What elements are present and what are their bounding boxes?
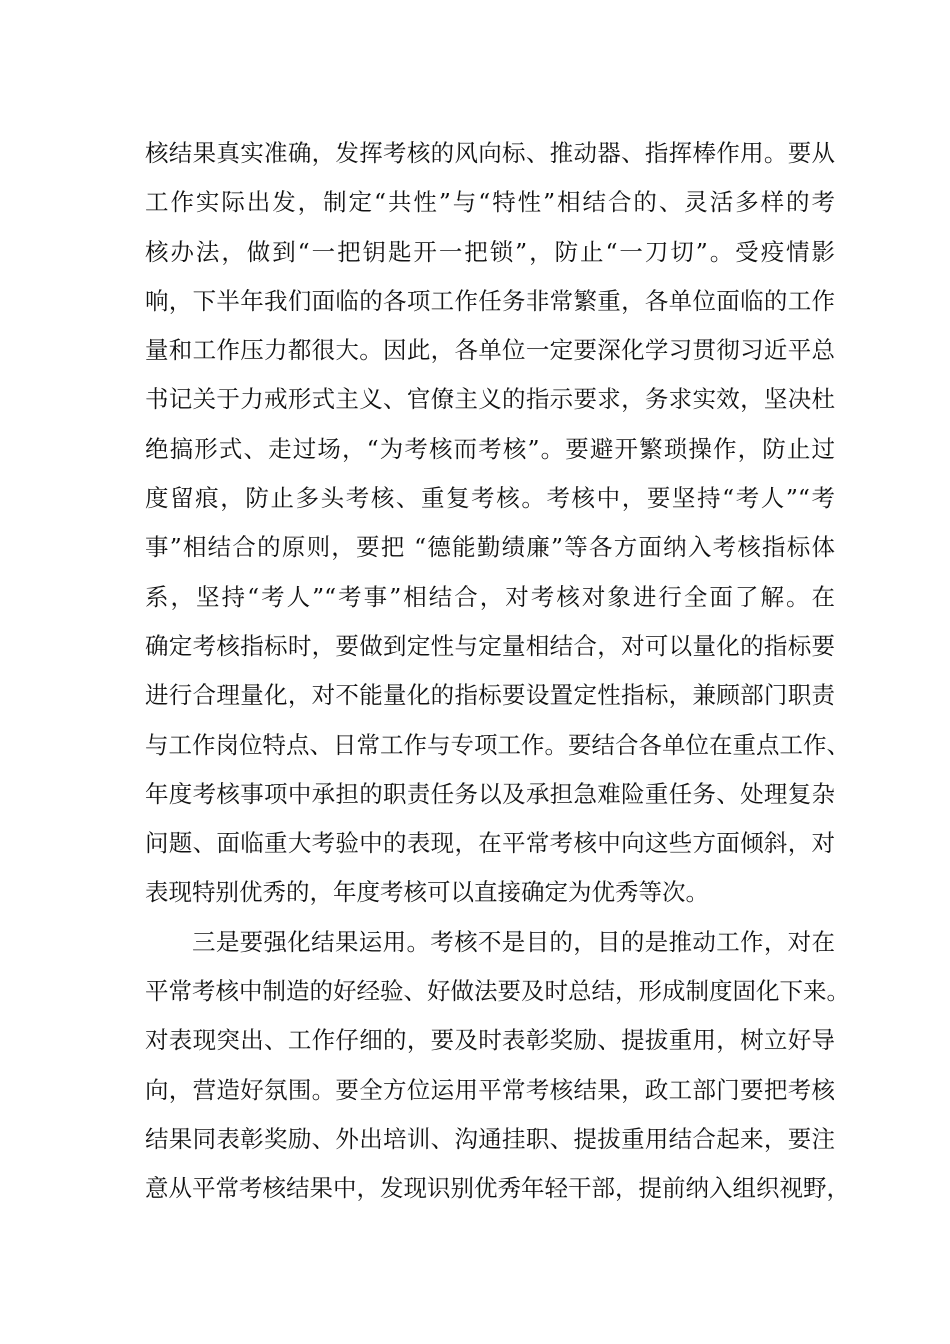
text-line: 工作实际出发，制定“共性”与“特性”相结合的、灵活多样的考 (145, 188, 835, 217)
text-line: 结果同表彰奖励、外出培训、沟通挂职、提拔重用结合起来，要注 (145, 1124, 835, 1153)
paragraph-2 (145, 918, 850, 1214)
paragraph-1 (145, 129, 850, 918)
text-line: 三是要强化结果运用。考核不是目的，目的是推动工作，对在 (192, 927, 835, 956)
text-line: 向，营造好氛围。要全方位运用平常考核结果，政工部门要把考核 (145, 1075, 835, 1104)
text-line: 绝搞形式、走过场，“为考核而考核”。要避开繁琐操作，防止过 (145, 434, 835, 463)
document-body (145, 129, 850, 1214)
text-line: 确定考核指标时，要做到定性与定量相结合，对可以量化的指标要 (145, 631, 835, 660)
text-line: 对表现突出、工作仔细的，要及时表彰奖励、提拔重用，树立好导 (145, 1026, 835, 1055)
text-line: 核结果真实准确，发挥考核的风向标、推动器、指挥棒作用。要从 (145, 139, 835, 167)
text-line: 与工作岗位特点、日常工作与专项工作。要结合各单位在重点工作、 (145, 730, 850, 759)
text-line: 表现特别优秀的，年度考核可以直接确定为优秀等次。 (145, 878, 709, 907)
text-line: 量和工作压力都很大。因此，各单位一定要深化学习贯彻习近平总 (145, 336, 835, 365)
text-line: 进行合理量化，对不能量化的指标要设置定性指标，兼顾部门职责 (145, 681, 835, 710)
text-line: 响，下半年我们面临的各项工作任务非常繁重，各单位面临的工作 (145, 286, 835, 315)
text-line: 系，坚持“考人”“考事”相结合，对考核对象进行全面了解。在 (145, 582, 835, 611)
text-line: 度留痕，防止多头考核、重复考核。考核中，要坚持“考人”“考 (145, 484, 835, 513)
text-line: 问题、面临重大考验中的表现，在平常考核中向这些方面倾斜，对 (145, 829, 835, 858)
text-line: 书记关于力戒形式主义、官僚主义的指示要求，务求实效，坚决杜 (145, 385, 835, 414)
text-line: 平常考核中制造的好经验、好做法要及时总结，形成制度固化下来。 (145, 977, 850, 1006)
text-line: 意从平常考核结果中，发现识别优秀年轻干部，提前纳入组织视野， (145, 1174, 850, 1203)
text-line: 年度考核事项中承担的职责任务以及承担急难险重任务、处理复杂 (145, 779, 835, 808)
text-line: 事”相结合的原则，要把 “德能勤绩廉”等各方面纳入考核指标体 (145, 533, 835, 562)
text-line: 核办法，做到“一把钥匙开一把锁”，防止“一刀切”。受疫情影 (145, 237, 835, 266)
